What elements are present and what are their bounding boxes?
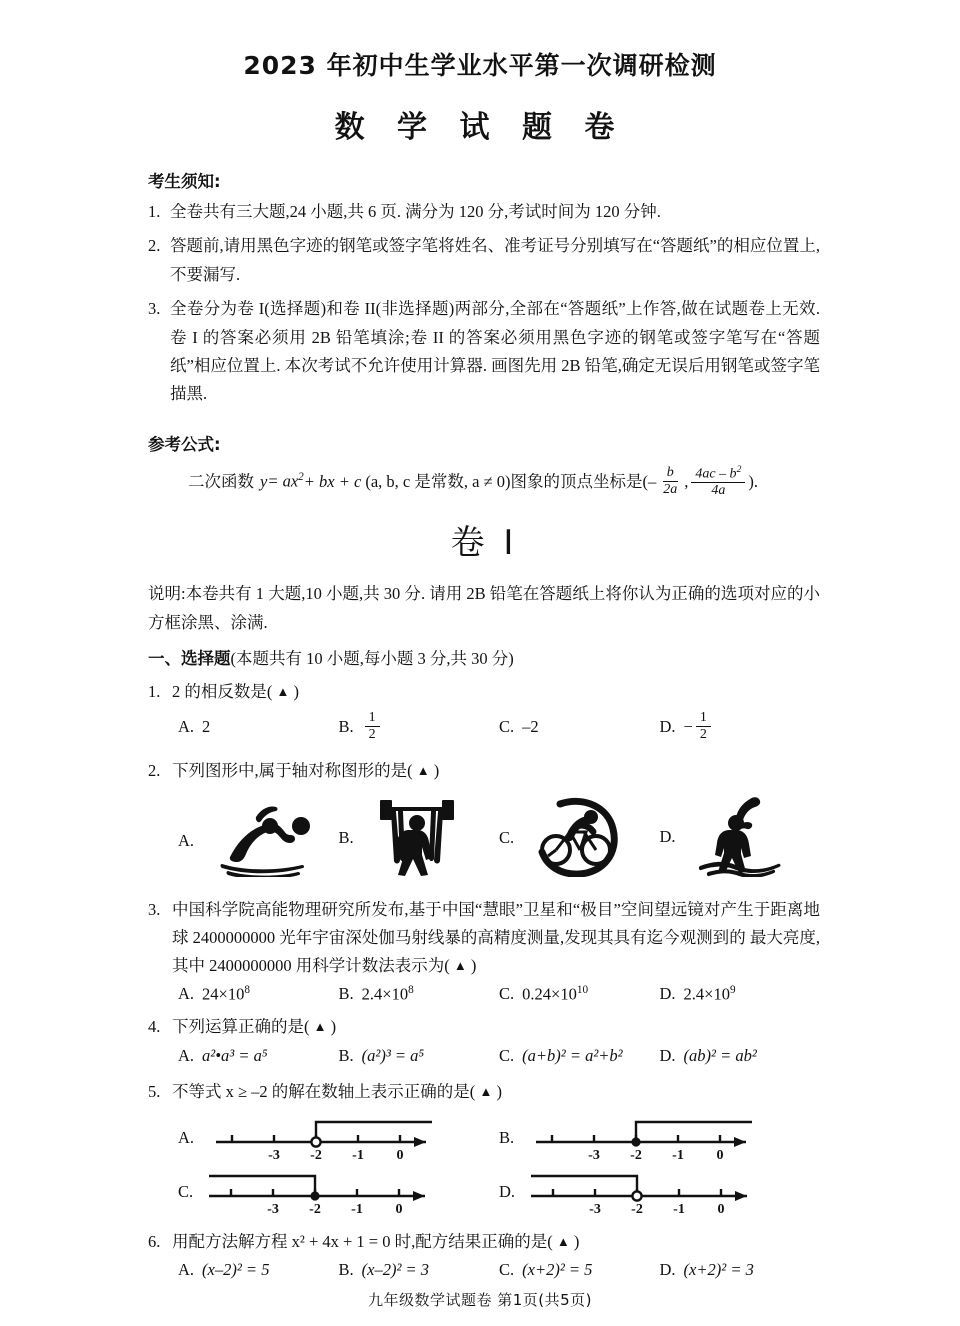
svg-text:-2: -2 bbox=[309, 1201, 321, 1217]
question-5 bbox=[148, 1078, 820, 1218]
svg-text:-2: -2 bbox=[630, 1147, 642, 1163]
formula-condition: (a, b, c 是常数, a ≠ 0) bbox=[365, 471, 511, 491]
number-line-filled-right bbox=[522, 1112, 772, 1164]
question-stem bbox=[148, 757, 820, 785]
question-text: 下列运算正确的是( ▲ ) bbox=[172, 1017, 337, 1037]
option-d[interactable]: D. $2.4\times 10^9$ bbox=[659, 983, 736, 1004]
blank-marker-icon: ▲ bbox=[313, 1019, 327, 1035]
notice-number: 1. bbox=[148, 202, 161, 221]
notice-heading: 考生须知: bbox=[148, 172, 221, 191]
svg-text:0: 0 bbox=[396, 1147, 404, 1163]
blank-marker-icon: ▲ bbox=[276, 684, 290, 700]
list-item bbox=[148, 198, 820, 226]
svg-text:0: 0 bbox=[716, 1147, 724, 1163]
question-4-options bbox=[148, 1046, 820, 1066]
question-6-options bbox=[148, 1260, 820, 1280]
notice-number: 3. bbox=[148, 299, 161, 319]
question-3-options bbox=[148, 984, 820, 1005]
option-value: a²•a³ = a⁵ bbox=[202, 1045, 268, 1065]
question-1-options bbox=[148, 710, 820, 742]
option-value: $2.4\times 10^8$ bbox=[361, 983, 414, 1004]
question-number: 1. bbox=[148, 682, 161, 702]
fraction-discriminant-over-4a: $\frac{4ac - b^2}{4a}$ bbox=[691, 465, 745, 499]
question-stem bbox=[148, 1078, 820, 1106]
notice-list bbox=[148, 198, 820, 409]
svg-text:-1: -1 bbox=[352, 1147, 364, 1163]
blank-marker-icon: ▲ bbox=[416, 762, 430, 778]
option-b[interactable]: B. $2.4\times 10^8$ bbox=[338, 983, 414, 1004]
option-value: (x–2)² = 5 bbox=[202, 1259, 270, 1279]
number-line-open-right bbox=[202, 1112, 452, 1164]
option-b[interactable]: B. (x–2)² = 3 bbox=[338, 1259, 430, 1279]
option-value: $2.4\times 10^9$ bbox=[683, 983, 736, 1004]
option-a[interactable]: A. (x–2)² = 5 bbox=[178, 1259, 270, 1279]
page-footer: 九年级数学试题卷 第1页(共5页) bbox=[367, 1291, 593, 1309]
notice-text: 全卷分为卷 I(选择题)和卷 II(非选择题)两部分,全部在“答题纸”上作答,做在试题卷上无效. 卷 I 的答案必须用 2B 铅笔填涂;卷 II 的答案必须用黑色字迹的钢笔或签字笔写在“答题纸”相应位置上. 本次考试不允许使用计算器. 画图先用 2B 铅笔,确定无误后用钢笔或签字笔描黑. bbox=[170, 299, 820, 404]
option-sign: − bbox=[683, 716, 693, 736]
notice-text: 全卷共有三大题,24 小题,共 6 页. 满分为 120 分,考试时间为 120 分钟. bbox=[170, 202, 661, 221]
notice-number: 2. bbox=[148, 236, 161, 256]
option-a[interactable]: A. -3 -2 -1 0 bbox=[178, 1112, 499, 1164]
question-6 bbox=[148, 1228, 820, 1280]
section-note: (本题共有 10 小题,每小题 3 分,共 30 分) bbox=[230, 649, 514, 669]
option-b[interactable]: B. -3 -2 -1 0 bbox=[499, 1112, 820, 1164]
blank-marker-icon: ▲ bbox=[479, 1083, 493, 1099]
formula-tail: 图象的顶点坐标是( bbox=[510, 471, 648, 491]
weightlifting-pictogram-icon bbox=[362, 795, 472, 882]
svg-text:-1: -1 bbox=[673, 1201, 685, 1217]
page-subtitle: 数 学 试 题 卷 bbox=[334, 110, 626, 145]
option-c[interactable]: C. $0.24\times 10^{10}$ bbox=[499, 983, 589, 1004]
question-stem bbox=[148, 678, 820, 706]
option-b[interactable]: B. $\frac{1}{2}$ bbox=[339, 710, 500, 742]
cycling-pictogram-icon bbox=[522, 795, 632, 882]
fraction-b-over-2a: $\frac{b}{2a}$ bbox=[663, 465, 678, 498]
option-b[interactable]: B. (a²)³ = a⁵ bbox=[338, 1045, 425, 1065]
list-item bbox=[148, 232, 820, 289]
option-d[interactable]: D. bbox=[660, 793, 821, 882]
option-value: (x+2)² = 5 bbox=[522, 1259, 593, 1279]
formula-rhs2: + bx + c bbox=[303, 471, 362, 491]
question-1 bbox=[148, 678, 820, 742]
question-text: 中国科学院高能物理研究所发布,基于中国“慧眼”卫星和“极目”空间望远镜对产生于距离地球 2400000000 光年宇宙深处伽马射线暴的高精度测量,发现其具有迄今观测到的 最大亮度,其中 2400000000 用科学计数法表示为( ▲ ) bbox=[172, 899, 820, 975]
option-value: $24\times 10^8$ bbox=[202, 983, 250, 1004]
question-2 bbox=[148, 757, 820, 882]
question-number: 3. bbox=[148, 899, 161, 919]
svg-text:-3: -3 bbox=[268, 1147, 280, 1163]
option-value: (x+2)² = 3 bbox=[683, 1259, 754, 1279]
option-a[interactable]: A. 2 bbox=[178, 716, 211, 736]
question-stem bbox=[148, 896, 820, 980]
option-c[interactable]: C. bbox=[499, 795, 660, 882]
section-title: 一、选择题 bbox=[148, 649, 231, 669]
svg-text:-1: -1 bbox=[672, 1147, 684, 1163]
blank-marker-icon: ▲ bbox=[556, 1233, 570, 1249]
option-d[interactable]: D. (ab)² = ab² bbox=[659, 1045, 757, 1065]
question-number: 5. bbox=[148, 1081, 161, 1101]
question-stem bbox=[148, 1228, 820, 1256]
option-value: 2 bbox=[202, 716, 211, 736]
option-b[interactable]: B. bbox=[339, 795, 500, 882]
question-text: 不等式 x ≥ –2 的解在数轴上表示正确的是( ▲ ) bbox=[172, 1081, 502, 1101]
question-5-options-row2 bbox=[148, 1166, 820, 1218]
reference-formula bbox=[148, 465, 820, 499]
question-number: 2. bbox=[148, 760, 161, 780]
formula-lead: 二次函数 bbox=[188, 471, 254, 491]
option-c[interactable]: C. (a+b)² = a²+b² bbox=[499, 1045, 623, 1065]
paper-one-heading: 卷 I bbox=[450, 522, 518, 563]
section-choice-heading bbox=[148, 645, 820, 669]
option-value: (x–2)² = 3 bbox=[361, 1259, 430, 1279]
question-3 bbox=[148, 896, 820, 1005]
notice-text: 答题前,请用黑色字迹的钢笔或签字笔将姓名、准考证号分别填写在“答题纸”的相应位置上,不要漏写. bbox=[170, 236, 820, 284]
paper-one-explain: 说明:本卷共有 1 大题,10 小题,共 30 分. 请用 2B 铅笔在答题纸上将你认为正确的选项对应的小方框涂黑、涂满. bbox=[148, 583, 820, 632]
svg-text:0: 0 bbox=[717, 1201, 725, 1217]
question-2-options bbox=[148, 793, 820, 882]
golf-pictogram-icon bbox=[684, 793, 794, 882]
option-d[interactable]: D. -3 -2 -1 0 bbox=[499, 1166, 820, 1218]
handball-pictogram-icon bbox=[202, 801, 322, 882]
question-text: 用配方法解方程 x² + 4x + 1 = 0 时,配方结果正确的是( ▲ ) bbox=[172, 1231, 580, 1251]
option-c[interactable]: C. –2 bbox=[499, 716, 539, 736]
option-d[interactable]: D. (x+2)² = 3 bbox=[659, 1259, 754, 1279]
option-c[interactable]: C. (x+2)² = 5 bbox=[499, 1259, 593, 1279]
formula-rhs: = $ax^2$ bbox=[267, 471, 304, 491]
question-number: 4. bbox=[148, 1017, 161, 1037]
option-c[interactable]: C. -3 -2 -1 0 bbox=[178, 1166, 499, 1218]
question-stem bbox=[148, 1013, 820, 1041]
option-value: –2 bbox=[522, 716, 539, 736]
formula-minus: – bbox=[647, 471, 657, 491]
option-a[interactable]: A. a²•a³ = a⁵ bbox=[178, 1045, 268, 1065]
fraction-one-half: $\frac{1}{2}$ bbox=[696, 710, 711, 742]
formula-heading: 参考公式: bbox=[148, 434, 221, 454]
number-line-filled-left bbox=[201, 1166, 451, 1218]
svg-text:0: 0 bbox=[395, 1201, 403, 1217]
fraction-one-half: $\frac{1}{2}$ bbox=[365, 710, 380, 742]
exam-page bbox=[0, 46, 960, 1326]
blank-marker-icon: ▲ bbox=[453, 957, 467, 973]
page-title: 2023 年初中生学业水平第一次调研检测 bbox=[243, 51, 717, 80]
frac-numerator: $4ac - b^2$ bbox=[691, 465, 745, 483]
svg-text:-2: -2 bbox=[631, 1201, 643, 1217]
number-line-open-left bbox=[523, 1166, 773, 1218]
formula-comma: , bbox=[684, 471, 689, 491]
option-a[interactable]: A. $24\times 10^8$ bbox=[178, 983, 250, 1004]
question-text: 2 的相反数是( ▲ ) bbox=[172, 682, 299, 702]
option-value: (ab)² = ab² bbox=[683, 1045, 757, 1065]
option-value: $0.24\times 10^{10}$ bbox=[522, 983, 589, 1004]
question-5-options-row1 bbox=[148, 1112, 820, 1164]
option-value: (a+b)² = a²+b² bbox=[522, 1045, 623, 1065]
option-d[interactable]: D. − $\frac{1}{2}$ bbox=[660, 710, 821, 742]
svg-text:-2: -2 bbox=[310, 1147, 322, 1163]
question-number: 6. bbox=[148, 1231, 161, 1251]
formula-y: y bbox=[260, 471, 268, 491]
svg-text:-1: -1 bbox=[351, 1201, 363, 1217]
svg-text:-3: -3 bbox=[589, 1201, 601, 1217]
svg-text:-3: -3 bbox=[267, 1201, 279, 1217]
question-4 bbox=[148, 1013, 820, 1065]
list-item bbox=[148, 295, 820, 409]
option-value: (a²)³ = a⁵ bbox=[361, 1045, 425, 1065]
question-text: 下列图形中,属于轴对称图形的是( ▲ ) bbox=[172, 760, 440, 780]
option-a[interactable]: A. bbox=[178, 801, 339, 882]
formula-close: ). bbox=[748, 471, 758, 491]
svg-text:-3: -3 bbox=[588, 1147, 600, 1163]
